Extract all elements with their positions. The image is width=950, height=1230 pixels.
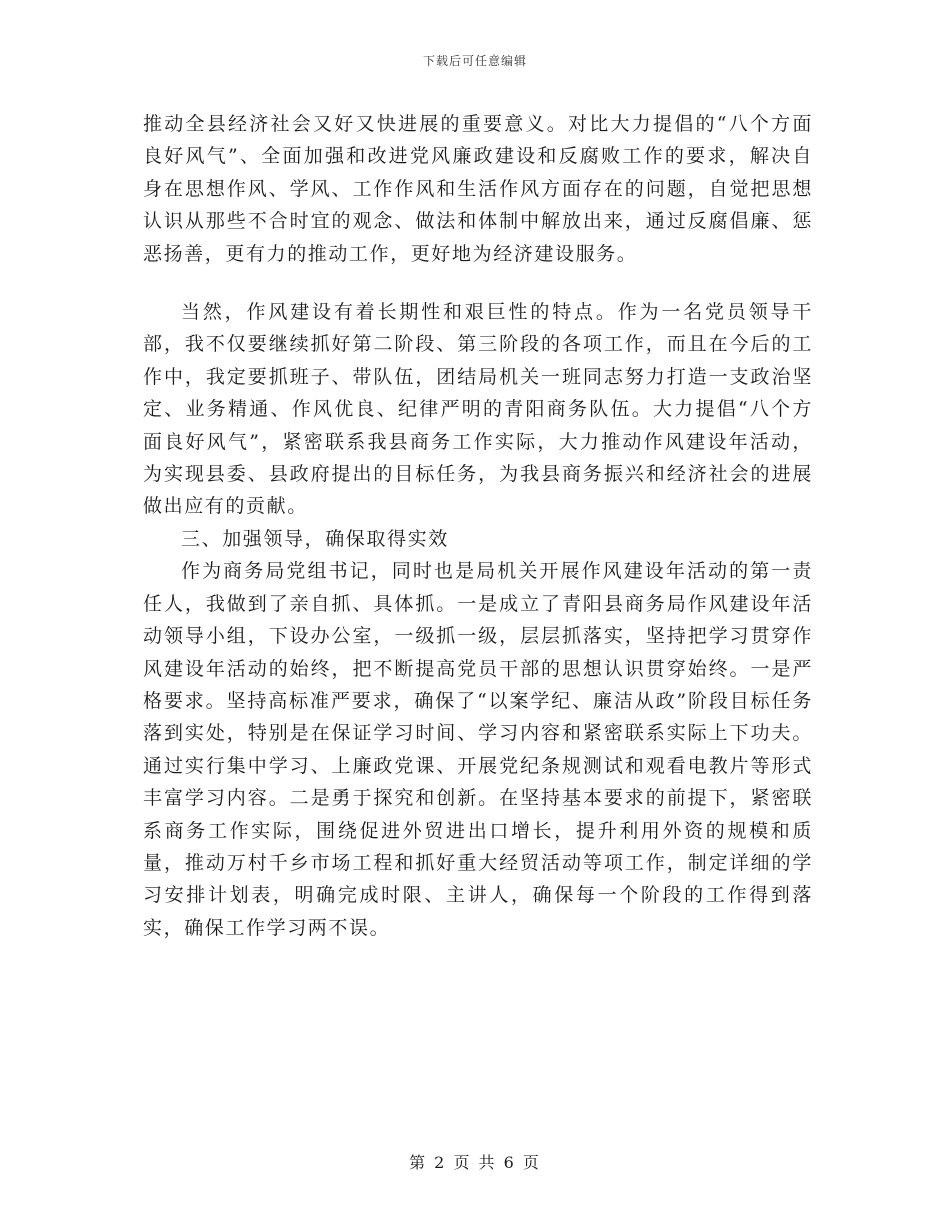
paragraph-gap bbox=[143, 270, 813, 296]
document-body bbox=[143, 108, 813, 944]
paragraph-continuation: 推动全县经济社会又好又快进展的重要意义。对比大力提倡的“八个方面良好风气”、全面加强和改进党风廉政建设和反腐败工作的要求，解决自身在思想作风、学风、工作作风和生活作风方面存在的问题，自觉把思想认识从那些不合时宜的观念、做法和体制中解放出来，通过反腐倡廉、惩恶扬善，更有力的推动工作，更好地为经济建设服务。 bbox=[143, 113, 813, 265]
paragraph-work-style: 当然，作风建设有着长期性和艰巨性的特点。作为一名党员领导干部，我不仅要继续抓好第二阶段、第三阶段的各项工作，而且在今后的工作中，我定要抓班子、带队伍，团结局机关一班同志努力打造一支政治坚定、业务精通、作风优良、纪律严明的青阳商务队伍。大力提倡“八个方面良好风气”，紧密联系我县商务工作实际，大力推动作风建设年活动，为实现县委、县政府提出的目标任务，为我县商务振兴和经济社会的进展做出应有的贡献。 bbox=[143, 301, 813, 518]
section-heading-leadership: 三、加强领导，确保取得实效 bbox=[181, 527, 449, 550]
page-header-note: 下载后可任意编辑 bbox=[422, 54, 527, 68]
page-number-footer: 第 2 页 共 6 页 bbox=[409, 1153, 541, 1172]
paragraph-leadership: 作为商务局党组书记，同时也是局机关开展作风建设年活动的第一责任人，我做到了亲自抓、具体抓。一是成立了青阳县商务局作风建设年活动领导小组，下设办公室，一级抓一级，层层抓落实，坚持把学习贯穿作风建设年活动的始终，把不断提高党员干部的思想认识贯穿始终。一是严格要求。坚持高标准严要求，确保了“以案学纪、廉洁从政”阶段目标任务落到实处，特别是在保证学习时间、学习内容和紧密联系实际上下功夫。通过实行集中学习、上廉政党课、开展党纪条规测试和观看电教片等形式丰富学习内容。二是勇于探究和创新。在坚持基本要求的前提下，紧密联系商务工作实际，围绕促进外贸进出口增长，提升利用外资的规模和质量，推动万村千乡市场工程和抓好重大经贸活动等项工作，制定详细的学习安排计划表，明确完成时限、主讲人，确保每一个阶段的工作得到落实，确保工作学习两不误。 bbox=[143, 560, 813, 939]
